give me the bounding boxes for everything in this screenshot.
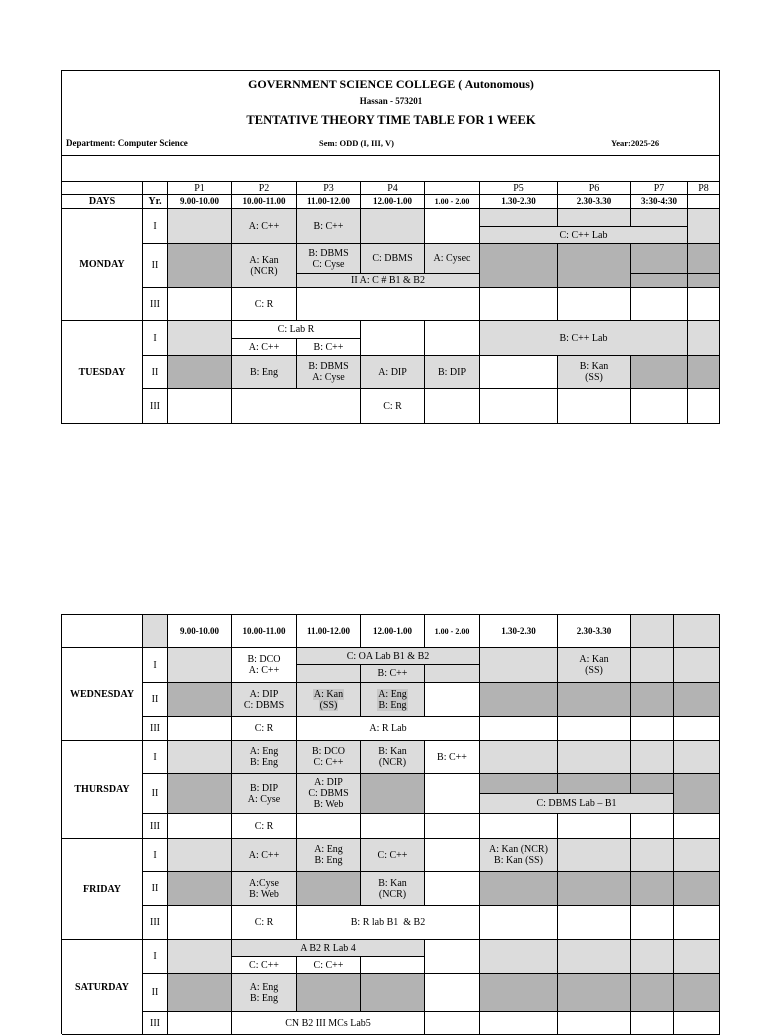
time-header: 3:30-4:30 (631, 195, 688, 209)
slot-cell (480, 389, 558, 424)
slot-cell (480, 288, 558, 321)
slot-cell (425, 774, 480, 814)
time-header-blank (688, 195, 720, 209)
slot-cell: B: C++ (297, 339, 361, 356)
year-cell: I (143, 648, 168, 683)
slot-cell (480, 741, 558, 774)
slot-cell (297, 288, 480, 321)
slot-cell (480, 648, 558, 683)
slot-cell (674, 814, 720, 839)
slot-cell: B: C++ (297, 209, 361, 244)
slot-cell (425, 940, 480, 974)
time-header: 11.00-12.00 (297, 195, 361, 209)
slot-cell (631, 906, 674, 940)
year-cell: II (143, 774, 168, 814)
slot-cell (168, 906, 232, 940)
slot-cell (480, 814, 558, 839)
slot-cell: B: DBMS C: Cyse (297, 244, 361, 274)
slot-cell (361, 814, 425, 839)
slot-cell (558, 814, 631, 839)
period-header-blank (62, 182, 143, 195)
time-header: 12.00-1.00 (361, 615, 425, 648)
slot-cell (558, 244, 631, 288)
slot-cell (674, 974, 720, 1012)
slot-cell (168, 717, 232, 741)
slot-cell: A: C++ (232, 209, 297, 244)
time-header-blank (62, 615, 143, 648)
slot-cell (425, 974, 480, 1012)
slot-cell (558, 774, 631, 794)
slot-cell: B: DIP (425, 356, 480, 389)
period-header-p3: P3 (297, 182, 361, 195)
slot-cell (674, 741, 720, 774)
slot-cell: B: Eng (232, 356, 297, 389)
slot-cell (480, 940, 558, 974)
slot-cell (558, 906, 631, 940)
slot-cell (168, 288, 232, 321)
slot-cell (631, 356, 688, 389)
slot-cell (631, 683, 674, 717)
slot-cell (480, 244, 558, 288)
year-cell: II (143, 244, 168, 288)
day-friday: FRIDAY (62, 839, 143, 940)
slot-cell: B: Kan (NCR) (361, 872, 425, 906)
slot-cell (631, 940, 674, 974)
slot-cell (688, 321, 720, 356)
time-header-blank (143, 615, 168, 648)
slot-cell (674, 839, 720, 872)
slot-cell: A: C++ (232, 339, 297, 356)
time-header-blank (631, 615, 674, 648)
slot-cell: A: Eng B: Eng (297, 839, 361, 872)
slot-cell (425, 683, 480, 717)
slot-cell (674, 683, 720, 717)
slot-cell (688, 209, 720, 244)
slot-line: A: Kan (313, 688, 344, 700)
slot-cell (168, 683, 232, 717)
slot-cell (425, 209, 480, 244)
period-header-p4: P4 (361, 182, 425, 195)
period-header-p5: P5 (480, 182, 558, 195)
slot-cell (631, 839, 674, 872)
slot-cell (558, 974, 631, 1012)
slot-line: (SS) (319, 699, 338, 711)
time-header: 11.00-12.00 (297, 615, 361, 648)
college-city: Hassan - 573201 (359, 96, 423, 106)
slot-cell (558, 389, 631, 424)
lab-slot: C: Lab R (232, 321, 361, 339)
slot-cell (688, 274, 720, 288)
day-wednesday: WEDNESDAY (62, 648, 143, 741)
slot-cell (674, 648, 720, 683)
slot-cell (631, 974, 674, 1012)
slot-cell: B: DBMS A: Cyse (297, 356, 361, 389)
slot-cell: C: C++ (297, 957, 361, 974)
day-monday: MONDAY (62, 209, 143, 321)
slot-cell: C: R (361, 389, 425, 424)
day-saturday: SATURDAY (62, 940, 143, 1035)
slot-cell (168, 209, 232, 244)
slot-cell: A: Kan (NCR) (232, 244, 297, 288)
time-header: 2.30-3.30 (558, 195, 631, 209)
time-header: 1.30-2.30 (480, 195, 558, 209)
day-thursday: THURSDAY (62, 741, 143, 839)
slot-cell (688, 356, 720, 389)
slot-cell (631, 814, 674, 839)
slot-cell (558, 288, 631, 321)
slot-cell (631, 244, 688, 274)
slot-cell (631, 774, 674, 794)
time-header: 9.00-10.00 (168, 615, 232, 648)
time-header: 10.00-11.00 (232, 615, 297, 648)
slot-cell (631, 288, 688, 321)
time-header: 9.00-10.00 (168, 195, 232, 209)
slot-cell (631, 872, 674, 906)
year-label: Year:2025-26 (611, 138, 660, 148)
slot-cell (168, 940, 232, 974)
slot-cell: A:Cyse B: Web (232, 872, 297, 906)
semester-label: Sem: ODD (I, III, V) (319, 138, 394, 148)
days-header: DAYS (62, 195, 143, 209)
slot-cell (688, 389, 720, 424)
slot-cell (297, 872, 361, 906)
slot-cell: A: DIP C: DBMS B: Web (297, 774, 361, 814)
slot-cell (558, 839, 631, 872)
slot-cell: B: DCO C: C++ (297, 741, 361, 774)
college-name: GOVERNMENT SCIENCE COLLEGE ( Autonomous) (248, 77, 534, 91)
slot-cell (361, 774, 425, 814)
lab-slot: A: R Lab (297, 717, 480, 741)
lab-slot: A B2 R Lab 4 (232, 940, 425, 957)
year-cell: II (143, 356, 168, 389)
year-cell: I (143, 839, 168, 872)
slot-cell (425, 389, 480, 424)
slot-cell (558, 683, 631, 717)
time-header: 1.00 - 2.00 (425, 195, 480, 209)
slot-cell (168, 356, 232, 389)
lab-slot: C: C++ Lab (480, 227, 688, 244)
slot-cell: C: DBMS (361, 244, 425, 274)
slot-cell: A: DIP (361, 356, 425, 389)
period-header-blank (143, 182, 168, 195)
slot-cell: C: C++ (361, 839, 425, 872)
timetable-week-part2 (61, 614, 720, 1034)
slot-cell: A: Kan (NCR) B: Kan (SS) (480, 839, 558, 872)
slot-line: B: Eng (378, 699, 407, 711)
year-cell: I (143, 940, 168, 974)
slot-cell (558, 872, 631, 906)
slot-cell: C: R (232, 906, 297, 940)
slot-cell (361, 321, 425, 356)
timetable-title: TENTATIVE THEORY TIME TABLE FOR 1 WEEK (246, 113, 536, 127)
slot-cell (297, 974, 361, 1012)
slot-cell (631, 389, 688, 424)
slot-cell: B: Kan (SS) (558, 356, 631, 389)
timetable-week-part1 (61, 70, 720, 424)
slot-cell (361, 957, 425, 974)
slot-cell (480, 717, 558, 741)
time-header: 1.30-2.30 (480, 615, 558, 648)
year-cell: I (143, 209, 168, 244)
year-header: Yr. (143, 195, 168, 209)
slot-cell (168, 872, 232, 906)
lab-slot: C: DBMS Lab – B1 (480, 794, 674, 814)
lab-slot: C: OA Lab B1 & B2 (297, 648, 480, 665)
year-cell: III (143, 814, 168, 839)
period-header-p6: P6 (558, 182, 631, 195)
slot-cell (631, 274, 688, 288)
slot-cell (168, 774, 232, 814)
slot-cell (631, 717, 674, 741)
period-header-blank (425, 182, 480, 195)
slot-cell (674, 717, 720, 741)
slot-cell (631, 648, 674, 683)
slot-cell (232, 389, 361, 424)
slot-cell: B: C++ (361, 665, 425, 683)
slot-cell (297, 683, 361, 717)
slot-cell: A: C++ (232, 839, 297, 872)
lab-slot: II A: C # B1 & B2 (297, 274, 480, 288)
time-header-blank (674, 615, 720, 648)
slot-cell (480, 906, 558, 940)
slot-cell (168, 244, 232, 288)
lab-slot: B: R lab B1 & B2 (297, 906, 480, 940)
slot-cell: B: Kan (NCR) (361, 741, 425, 774)
year-cell: II (143, 872, 168, 906)
time-header: 2.30-3.30 (558, 615, 631, 648)
slot-cell: A: Cysec (425, 244, 480, 274)
slot-cell: C: R (232, 717, 297, 741)
slot-cell (674, 872, 720, 906)
year-cell: II (143, 683, 168, 717)
slot-cell: A: Eng B: Eng (232, 741, 297, 774)
year-cell: I (143, 741, 168, 774)
slot-cell (168, 814, 232, 839)
lab-slot: CN B2 III MCs Lab5 (232, 1012, 425, 1035)
period-header-p2: P2 (232, 182, 297, 195)
time-header: 10.00-11.00 (232, 195, 297, 209)
slot-cell (425, 872, 480, 906)
department-label: Department: Computer Science (66, 138, 188, 148)
slot-cell (168, 741, 232, 774)
slot-cell (480, 974, 558, 1012)
slot-cell (480, 774, 558, 794)
slot-cell: B: DCO A: C++ (232, 648, 297, 683)
slot-cell (558, 717, 631, 741)
slot-cell (168, 648, 232, 683)
slot-line: A: Eng (378, 688, 407, 700)
year-cell: III (143, 906, 168, 940)
slot-cell: C: R (232, 288, 297, 321)
slot-cell (558, 940, 631, 974)
slot-cell (674, 940, 720, 974)
slot-cell: C: R (232, 814, 297, 839)
slot-cell (361, 209, 425, 244)
slot-cell (297, 814, 361, 839)
slot-cell (631, 209, 688, 227)
slot-cell (674, 774, 720, 814)
slot-cell (425, 814, 480, 839)
time-header: 1.00 - 2.00 (425, 615, 480, 648)
period-header-p1: P1 (168, 182, 232, 195)
year-cell: III (143, 1012, 168, 1035)
slot-cell (425, 321, 480, 356)
header-divider (62, 155, 720, 156)
slot-cell (297, 665, 361, 683)
slot-cell (168, 974, 232, 1012)
year-cell: III (143, 717, 168, 741)
slot-cell (480, 356, 558, 389)
slot-cell (168, 839, 232, 872)
slot-cell (480, 683, 558, 717)
slot-cell (480, 209, 558, 227)
year-cell: I (143, 321, 168, 356)
slot-cell (425, 839, 480, 872)
year-cell: III (143, 288, 168, 321)
slot-cell (688, 288, 720, 321)
slot-cell: B: DIP A: Cyse (232, 774, 297, 814)
day-tuesday: TUESDAY (62, 321, 143, 424)
time-header: 12.00-1.00 (361, 195, 425, 209)
slot-cell (425, 665, 480, 683)
slot-cell (558, 741, 631, 774)
slot-cell: B: C++ (425, 741, 480, 774)
slot-cell: A: Kan (SS) (558, 648, 631, 683)
slot-cell: A: Eng B: Eng (232, 974, 297, 1012)
period-header-p7: P7 (631, 182, 688, 195)
slot-cell (168, 321, 232, 356)
slot-cell (361, 974, 425, 1012)
slot-cell (361, 683, 425, 717)
slot-cell (480, 872, 558, 906)
period-header-p8: P8 (688, 182, 720, 195)
slot-cell: C: C++ (232, 957, 297, 974)
slot-cell (674, 906, 720, 940)
slot-cell (168, 389, 232, 424)
year-cell: II (143, 974, 168, 1012)
slot-cell (631, 741, 674, 774)
lab-slot: B: C++ Lab (480, 321, 688, 356)
slot-cell (558, 209, 631, 227)
slot-cell (688, 244, 720, 274)
slot-cell: A: DIP C: DBMS (232, 683, 297, 717)
year-cell: III (143, 389, 168, 424)
